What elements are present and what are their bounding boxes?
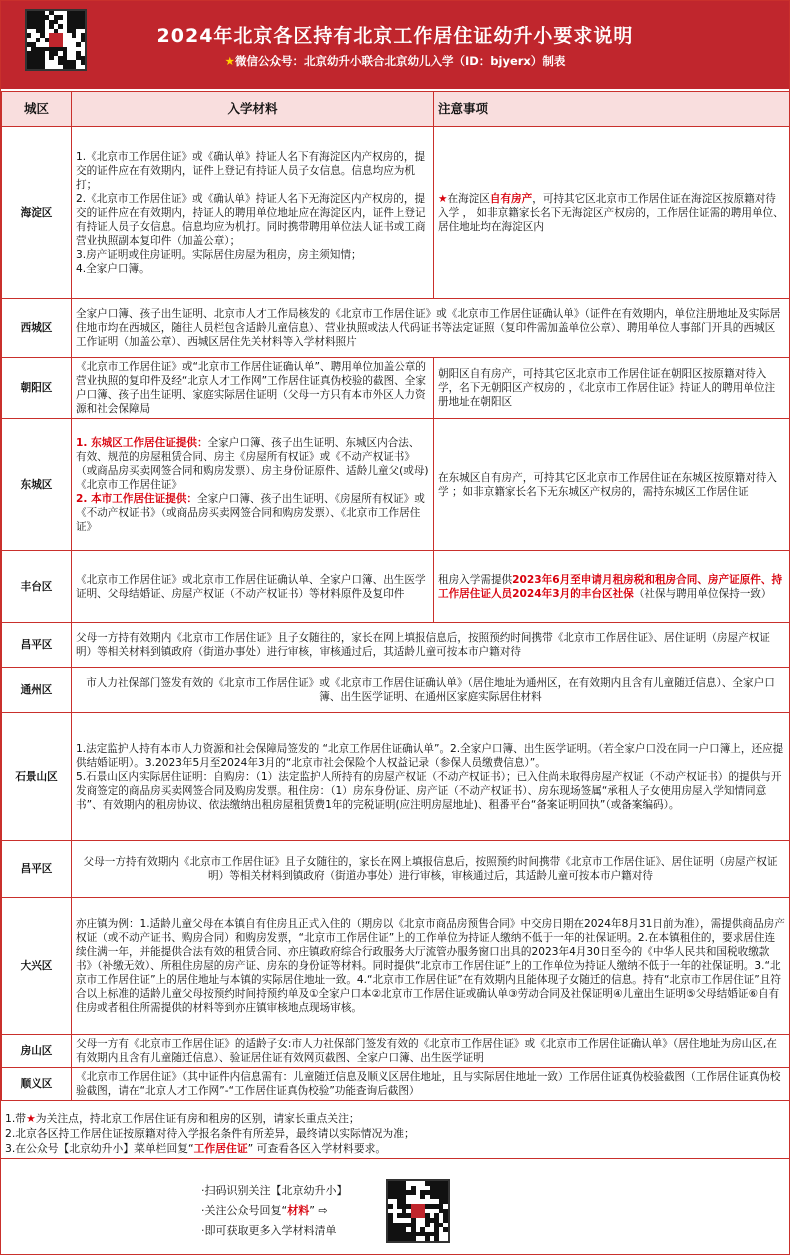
qr-module <box>411 1190 416 1195</box>
star-icon: ★ <box>438 192 448 205</box>
qr-module <box>81 24 85 28</box>
column-header-notes: 注意事项 <box>434 92 790 127</box>
column-header-district: 城区 <box>2 92 72 127</box>
qr-module <box>81 60 85 64</box>
qr-module <box>443 1199 448 1204</box>
district-cell: 大兴区 <box>2 898 72 1035</box>
footer-text: ” <box>309 1204 315 1217</box>
qr-module <box>27 33 31 37</box>
qr-module <box>388 1204 393 1209</box>
table-row <box>2 1035 790 1068</box>
page-title: 2024年北京各区持有北京工作居住证幼升小要求说明 <box>156 25 634 47</box>
footer-line-1: ·扫码识别关注【北京幼升小】 <box>201 1184 348 1197</box>
footnote-2: 2.北京各区持工作居住证按原籍对待入学报名条件有所差异，最终请以实际情况为准； <box>5 1127 415 1140</box>
qr-module <box>420 1195 425 1200</box>
arrow-right-icon: ⇨ <box>318 1204 328 1217</box>
qr-module <box>411 1236 416 1241</box>
footnote-text: 为关注点，持北京工作居住证有房和租房的区别，请家长重点关注； <box>35 1112 360 1125</box>
district-cell: 西城区 <box>2 299 72 358</box>
district-cell: 石景山区 <box>2 713 72 841</box>
materials-cell: 父母一方持有效期内《北京市工作居住证》且子女随往的，家长在网上填报信息后，按照预约时间携带《北京市工作居住证》、居住证明（房屋产权证明）等相关材料到镇政府（街道办事处）进行审核，审核通过后，其适龄儿童可按本市户籍对待 <box>72 623 790 668</box>
district-cell: 朝阳区 <box>2 358 72 419</box>
qr-module <box>76 42 80 46</box>
footnote-1 <box>5 1111 790 1126</box>
notes-highlight: 自有房产 <box>489 192 533 205</box>
notes-text: 在海淀区 <box>447 192 490 205</box>
materials-cell <box>72 419 434 551</box>
qr-code-top[interactable] <box>25 9 87 71</box>
table-row <box>2 299 790 358</box>
qr-module <box>425 1236 430 1241</box>
qr-code-bottom[interactable] <box>386 1179 450 1243</box>
materials-cell: 市人力社保部门签发有效的《北京市工作居住证》或《北京市工作居住证确认单》（居住地址为通州区，在有效期内且含有儿童随迁信息）、全家户口簿、出生医学证明、在通州区家庭实际居住材料 <box>72 668 790 713</box>
qr-module <box>58 15 62 19</box>
table-row <box>2 358 790 419</box>
materials-cell: 亦庄镇为例：1.适龄儿童父母在本镇自有住房且正式入住的（期房以《北京市商品房预售合同》中交房日期在2024年8月31日前为准），需提供商品房产权证（或不动产证书、购房合同）和购房发票，“北京市工作居住证”上的工作单位为持证人缴纳不低于一年的社保证明。2.在本镇租住的，要求居住连续住满一年，并能提供合法有效的租赁合同、亦庄镇政府综合行政服务大厅流管办服务窗口出具的2023年4月30日至今的《中华人民共和国税收缴款书》（补缴无效）、所租住房屋的房产证、房东的身份证等材料。同时提供“北京市工作居住证”上的工作单位为持证人缴纳不低于一年的社保证明。3.“北京市工作居住证”上的居住地址与本镇的实际居住地址一致。4.“北京市工作居住证”在有效期内且能体现子女随迁的信息。持有“北京市工作居住证”且符合以上标准的适龄儿童父母按预约时间持预约单及①全家户口本②北京市工作居住证或确认单③劳动合同及社保证明④儿童出生证明⑤父母结婚证⑥自有住房或者租住所需提供的材料等到亦庄镇审核地点现场审核。 <box>72 898 790 1035</box>
table-row <box>2 623 790 668</box>
table-row <box>2 841 790 898</box>
footer <box>1 1171 789 1255</box>
materials-cell: 全家户口簿、孩子出生证明、北京市人才工作局核发的《北京市工作居住证》或《北京市工作居住证确认单》（证件在有效期内，单位注册地址及实际居住地市均在西城区，随往人员栏包含适龄儿童信息）、营业执照或法人代码证书等法定证照（复印件需加盖单位公章）、聘用单位人事部门开具的西城区工作证明（加盖公章）、西城区居住先关材料等入学材料照片 <box>72 299 790 358</box>
footer-lines <box>201 1181 348 1241</box>
qr-module <box>72 65 76 69</box>
footnote-text: 1.带 <box>5 1112 27 1125</box>
table-row <box>2 713 790 841</box>
qr-module <box>443 1218 448 1223</box>
notes-cell <box>434 127 790 299</box>
footnotes <box>1 1109 790 1159</box>
qr-module <box>443 1227 448 1232</box>
star-icon: ★ <box>26 1112 36 1125</box>
column-header-materials: 入学材料 <box>72 92 434 127</box>
district-cell: 通州区 <box>2 668 72 713</box>
materials-cell: 《北京市工作居住证》或“北京市工作居住证确认单”、聘用单位加盖公章的营业执照的复印件及经“北京人才工作网”工作居住证真伪校验的截图、全家户口簿、孩子出生证明、家庭实际居住证明（父母一方只有本市外区人力资源和社会保障局 <box>72 358 434 419</box>
qr-module <box>49 56 53 60</box>
district-cell: 房山区 <box>2 1035 72 1068</box>
notes-cell: 在东城区自有房产，可持其它区北京市工作居住证在东城区按原籍对待入学 ；如非京籍家长名下无东城区产权房的，需持东城区工作居住证 <box>434 419 790 551</box>
materials-cell: 《北京市工作居住证》（其中证件内信息需有：儿童随迁信息及顺义区居住地址，且与实际居住地址一致）工作居住证真伪校验截图（工作居住证真伪校验截图，请在“北京人才工作网”-“工作居住证真伪校验”功能查询后截图） <box>72 1068 790 1101</box>
subtitle-text: 微信公众号：北京幼升小联合北京幼儿入学（ID：bjyerx）制表 <box>234 54 566 68</box>
qr-module <box>72 33 76 37</box>
district-cell: 顺义区 <box>2 1068 72 1101</box>
notes-cell: 朝阳区自有房产，可持其它区北京市工作居住证在朝阳区按原籍对待入学，名下无朝阳区产权房的 ，《北京市工作居住证》持证人的聘用单位注册地址在朝阳区 <box>434 358 790 419</box>
qr-module <box>434 1236 439 1241</box>
table-row <box>2 551 790 623</box>
page-header <box>1 1 789 89</box>
footer-line-2 <box>201 1201 348 1221</box>
star-icon: ★ <box>224 54 235 68</box>
district-cell: 东城区 <box>2 419 72 551</box>
district-cell: 海淀区 <box>2 127 72 299</box>
qr-module <box>58 24 62 28</box>
footnote-highlight: 工作居住证 <box>193 1142 248 1155</box>
materials-cell: 1.法定监护人持有本市人力资源和社会保障局签发的 “北京工作居住证确认单”。2.全家户口簿、出生医学证明。（若全家户口没在同一户口簿上，还应提供结婚证明）。3.2023年5月至2024年3月的“北京市社会保险个人权益记录（参保人员缴费信息）”。 5.石景山区内实际居住证明：自购房：（1）法定监护人所持有的房屋产权证（不动产权证书）；已入住尚未取得房屋产权证（不动产权证书）的提供与开发商签定的商品房买卖网签合同及购房发票。租住房：（1）房东身份证、房产证（不动产权证书）、房东现场签属“承租人子女使用房屋入学知情同意书”、有效期内的租房协议、依法缴纳出租房屋租赁费1年的完税证明(应注明房屋地址)、租番平台“备案证明回执”（或备案编码）。 <box>72 713 790 841</box>
table-row <box>2 419 790 551</box>
district-cell: 昌平区 <box>2 841 72 898</box>
qr-module <box>40 65 44 69</box>
footnote-text: 3.在公众号【北京幼升小】菜单栏回复“ <box>5 1142 194 1155</box>
district-cell: 昌平区 <box>2 623 72 668</box>
qr-module <box>81 38 85 42</box>
materials-text: 全家户口簿、孩子出生证明、东城区内合法、有效、规范的房屋租赁合同、房主《房屋所有权证》或《不动产权证书》（或商品房买卖网签合同和购房发票）、房主身份证原件、适龄儿童父(或母)《北京市工作居住证》 <box>76 436 429 491</box>
notes-text: ，可持其它区北京市工作居住证在海淀区按原籍对待入学 ， 如非京籍家长名下无海淀区产权房的，工作居住证需的聘用单位、居住地址均在海淀区内 <box>438 192 784 233</box>
notes-text: （社保与聘用单位保持一致） <box>633 587 772 600</box>
footnote-3 <box>5 1141 790 1156</box>
footer-text: ·关注公众号回复“ <box>201 1204 288 1217</box>
table-row <box>2 668 790 713</box>
materials-cell: 父母一方有《北京市工作居住证》的适龄子女:市人力社保部门签发有效的《北京市工作居住证》或《北京市工作居住证确认单》（居住地址为房山区,在有效期内且含有儿童随迁信息）、验证居住证有效网页截图、全家户口簿、出生医学证明 <box>72 1035 790 1068</box>
materials-cell: 父母一方持有效期内《北京市工作居住证》且子女随往的，家长在网上填报信息后，按照预约时间携带《北京市工作居住证》、居住证明（房屋产权证明）等相关材料到镇政府（街道办事处）进行审核，审核通过后，其适龄儿童可按本市户籍对待 <box>72 841 790 898</box>
notes-cell <box>434 551 790 623</box>
qr-module <box>425 1223 430 1228</box>
table-row <box>2 898 790 1035</box>
materials-highlight: 2. 本市工作居住证提供： <box>76 492 198 505</box>
materials-cell: 1.《北京市工作居住证》或《确认单》持证人名下有海淀区内产权房的，提交的证件应在有效期内，证件上登记有持证人员子女信息。信息均应为机打； 2.《北京市工作居住证》或《确认单》持证人名下无海淀区内产权房的，提交的证件应在有效期内，持证人的聘用单位地址应在海淀区内，证件上登记有持证人员子女信息。信息均应为机打。同时携带聘用单位法人证书或工商营业执照副本复印件（加盖公章）； 3.房产证明或住房证明。实际居住房屋为租房，房主须知情； 4.全家户口簿。 <box>72 127 434 299</box>
table-header-row <box>2 92 790 127</box>
qr-module <box>36 38 40 42</box>
materials-cell: 《北京市工作居住证》或北京市工作居住证确认单、全家户口簿、出生医学证明、父母结婚证、房屋产权证（不动产权证书）等材料原件及复印件 <box>72 551 434 623</box>
table-row <box>2 1068 790 1101</box>
footer-highlight: 材料 <box>287 1204 310 1217</box>
materials-highlight: 1. 东城区工作居住证提供： <box>76 436 208 449</box>
notes-text: 租房入学需提供 <box>438 573 513 586</box>
page-subtitle <box>1 53 789 69</box>
materials-text: 全家户口簿、孩子出生证明、《房屋所有权证》或《不动产权证书》（或商品房买卖网签合同和购房发票）、《北京市工作居住证》 <box>76 492 425 533</box>
qr-logo <box>411 1204 425 1218</box>
notes-highlight: 2023年6月至申请月租房税和租房合同、房产证原件、持工作居住证人员2024年3月的丰台区社保 <box>438 573 783 600</box>
table-row <box>2 127 790 299</box>
requirements-table <box>1 91 790 1101</box>
qr-logo <box>49 33 62 46</box>
district-cell: 丰台区 <box>2 551 72 623</box>
footnote-text: ” 可查看各区入学材料要求。 <box>247 1142 387 1155</box>
footer-line-3: ·即可获取更多入学材料清单 <box>201 1224 337 1237</box>
